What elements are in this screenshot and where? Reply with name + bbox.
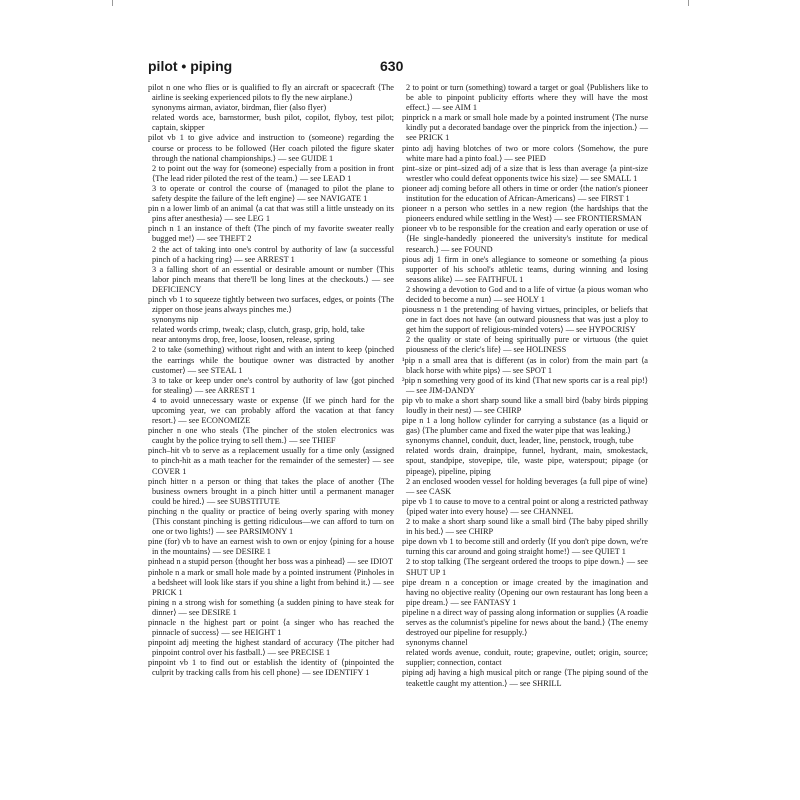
entry-sense: 2 the quality or state of being spiritually pure or virtuous ⟨the quiet piousness of the cleric's life⟩ — see HOLINESS [406, 335, 648, 355]
dictionary-entry: pipe n 1 a long hollow cylinder for carrying a substance (as a liquid or gas) ⟨The plumber came and fixed the water pipe that was leaking.⟩ [402, 416, 648, 436]
dictionary-entry: pin n a lower limb of an animal ⟨a cat that was still a little unsteady on its pins after anesthesia⟩ — see LEG 1 [148, 204, 394, 224]
entry-sense: synonyms airman, aviator, birdman, flier (also flyer) [152, 103, 327, 113]
dictionary-entry: pinch hitter n a person or thing that takes the place of another ⟨The business owners brought in a pinch hitter until a permanent manager could be hired.⟩ — see SUBSTITUTE [148, 476, 394, 506]
dictionary-entry: pinprick n a mark or small hole made by a pointed instrument ⟨The nurse kindly put a decorated bandage over the pinprick from the injection.⟩ — see PRICK 1 [402, 113, 648, 143]
dictionary-entry: pinto adj having blotches of two or more colors ⟨Somehow, the pure white mare had a pinto foal.⟩ — see PIED [402, 143, 648, 163]
dictionary-entry: pipe vb 1 to cause to move to a central point or along a restricted pathway ⟨piped water into every house⟩ — see CHANNEL [402, 496, 648, 516]
running-head: pilot • piping [148, 58, 233, 74]
dictionary-entry: pioneer vb to be responsible for the creation and early operation or use of ⟨He single-handedly pioneered the university's institute for medical research.⟩ — see FOUND [402, 224, 648, 254]
dictionary-entry: pining n a strong wish for something ⟨a sudden pining to have steak for dinner⟩ — see DESIRE 1 [148, 597, 394, 617]
entry-sense: 2 an enclosed wooden vessel for holding beverages ⟨a full pipe of wine⟩ — see CASK [406, 476, 648, 496]
entry-sense: 2 to make a short sharp sound like a small bird ⟨The baby piped shrilly in his bed.⟩ — see CHIRP [406, 517, 648, 537]
entry-sense: related words avenue, conduit, route; grapevine, outlet; origin, source; supplier; connection, contact [406, 648, 648, 668]
entry-sense: synonyms channel, conduit, duct, leader, line, penstock, trough, tube [406, 436, 634, 446]
entry-sense: synonyms channel [406, 638, 468, 648]
dictionary-entry: pinch–hit vb to serve as a replacement usually for a time only ⟨assigned to pinch-hit as a math teacher for the remainder of the semester⟩ — see COVER 1 [148, 446, 394, 476]
dictionary-entry: pinpoint adj meeting the highest standard of accuracy ⟨The pitcher had pinpoint control over his fastball.⟩ — see PRECISE 1 [148, 638, 394, 658]
entry-sense: synonyms nip [152, 315, 199, 325]
dictionary-entry: pinpoint vb 1 to find out or establish the identity of ⟨pinpointed the culprit by tracking calls from his cell phone⟩ — see IDENTIFY 1 [148, 658, 394, 678]
dictionary-entry: piousness n 1 the pretending of having virtues, principles, or beliefs that one in fact does not have ⟨an outward piousness that was just a ploy to get him the support of religious-minded voters⟩ — see HYPOCRISY [402, 305, 648, 335]
entry-sense: 3 a falling short of an essential or desirable amount or number ⟨This labor pinch means that there'll be long lines at the checkouts.⟩ — see DEFICIENCY [152, 264, 394, 294]
entry-sense: 3 to operate or control the course of ⟨managed to pilot the plane to safety despite the failure of the left engine⟩ — see NAVIGATE 1 [152, 183, 394, 204]
entry-sense: 2 to point or turn (something) toward a target or goal ⟨Publishers like to be able to pinpoint publicity efforts where they will have the most effect.⟩ — see AIM 1 [406, 83, 648, 113]
dictionary-entry: pint–size or pint–sized adj of a size that is less than average ⟨a pint-size wrestler who could defeat opponents twice his size⟩ — see SMALL 1 [402, 163, 648, 183]
dictionary-entry: pipeline n a direct way of passing along information or supplies ⟨A roadie serves as the columnist's pipeline for news about the band.⟩ ⟨The enemy destroyed our pipeline for resupply.⟩ [402, 607, 648, 638]
dictionary-entry: ¹pip n a small area that is different (as in color) from the main part ⟨a black horse with white pips⟩ — see SPOT 1 [402, 355, 648, 375]
dictionary-entry: pinch n 1 an instance of theft ⟨The pinch of my favorite sweater really bugged me!⟩ — see THEFT 2 [148, 224, 394, 244]
entry-sense: 2 the act of taking into one's control by authority of law ⟨a successful pinch of a hacking ring⟩ — see ARREST 1 [152, 244, 394, 264]
entry-sense: 2 to point out the way for (someone) especially from a position in front ⟨The lead rider piloted the rest of the team.⟩ — see LEAD 1 [152, 163, 394, 183]
page-header [148, 58, 652, 82]
dictionary-entry: pipe down vb 1 to become still and orderly ⟨If you don't pipe down, we're turning this car around and going straight home!⟩ — see QUIET 1 [402, 537, 648, 557]
entry-sense: related words drain, drainpipe, funnel, hydrant, main, smokestack, spout, standpipe, stovepipe, tile, waste pipe, waterspout; pipage (or pipeage), pipeline, piping [406, 446, 648, 476]
page-number: 630 [380, 58, 404, 74]
dictionary-entry: pinhead n a stupid person ⟨thought her boss was a pinhead⟩ — see IDIOT [148, 557, 393, 567]
crop-mark [112, 0, 113, 6]
dictionary-entry: pinhole n a mark or small hole made by a pointed instrument ⟨Pinholes in a bedsheet will look like stars if you shine a light from behind it.⟩ — see PRICK 1 [148, 567, 394, 597]
entry-sense: related words crimp, tweak; clasp, clutch, grasp, grip, hold, take [152, 325, 365, 335]
right-column [402, 83, 648, 689]
entry-sense: 2 to stop talking ⟨The sergeant ordered the troops to pipe down.⟩ — see SHUT UP 1 [406, 557, 648, 577]
dictionary-entry: pip vb to make a short sharp sound like a small bird ⟨baby birds pipping loudly in their nest⟩ — see CHIRP [402, 395, 648, 415]
crop-mark [688, 0, 689, 6]
dictionary-entry: pilot n one who flies or is qualified to fly an aircraft or spacecraft ⟨The airline is seeking experienced pilots to fly the new airplane.⟩ [148, 83, 394, 103]
dictionary-entry: pinnacle n the highest part or point ⟨a singer who has reached the pinnacle of success⟩ — see HEIGHT 1 [148, 617, 394, 638]
dictionary-entry: pilot vb 1 to give advice and instruction to (someone) regarding the course or process to be followed ⟨Her coach piloted the figure skater through the national championships.⟩ — see GUIDE 1 [148, 133, 394, 163]
entry-sense: related words ace, barnstormer, bush pilot, copilot, flyboy, test pilot; captain, skipper [152, 113, 394, 133]
dictionary-entry: piping adj having a high musical pitch or range ⟨The piping sound of the teakettle caught my attention.⟩ — see SHRILL [402, 668, 648, 688]
dictionary-entry: pipe dream n a conception or image created by the imagination and having no objective reality ⟨Opening our own restaurant has long been a pipe dream.⟩ — see FANTASY 1 [402, 577, 648, 607]
dictionary-entry: pioneer adj coming before all others in time or order ⟨the nation's pioneer institution for the education of African-Americans⟩ — see FIRST 1 [402, 183, 648, 204]
entry-sense: 2 to take (something) without right and with an intent to keep ⟨pinched the earrings while the boutique owner was distracted by another customer⟩ — see STEAL 1 [152, 345, 394, 375]
entry-sense: 2 showing a devotion to God and to a life of virtue ⟨a pious woman who decided to become a nun⟩ — see HOLY 1 [406, 284, 648, 304]
entry-sense: 4 to avoid unnecessary waste or expense ⟨If we pinch hard for the upcoming year, we can probably afford the vacation at that fancy resort.⟩ — see ECONOMIZE [152, 395, 394, 426]
left-column [148, 83, 394, 679]
dictionary-entry: pinching n the quality or practice of being overly sparing with money ⟨This constant pinching is getting ridiculous—we can afford to turn on one or two lights!⟩ — see PARSIMONY 1 [148, 506, 394, 537]
dictionary-entry: pious adj 1 firm in one's allegiance to someone or something ⟨a pious supporter of his school's athletic teams, during winning and losing seasons alike⟩ — see FAITHFUL 1 [402, 254, 648, 284]
dictionary-entry: ²pip n something very good of its kind ⟨That new sports car is a real pip!⟩ — see JIM-DANDY [402, 375, 648, 395]
dictionary-entry: pioneer n a person who settles in a new region ⟨the hardships that the pioneers endured while settling in the West⟩ — see FRONTIERSMAN [402, 204, 648, 224]
dictionary-entry: pine (for) vb to have an earnest wish to own or enjoy ⟨pining for a house in the mountains⟩ — see DESIRE 1 [148, 537, 394, 557]
dictionary-entry: pinch vb 1 to squeeze tightly between two surfaces, edges, or points ⟨The zipper on those jeans always pinches me.⟩ [148, 294, 394, 315]
entry-sense: near antonyms drop, free, loose, loosen, release, spring [152, 335, 335, 345]
dictionary-entry: pincher n one who steals ⟨The pincher of the stolen electronics was caught by the police trying to sell them.⟩ — see THIEF [148, 426, 394, 446]
entry-sense: 3 to take or keep under one's control by authority of law ⟨got pinched for stealing⟩ — see ARREST 1 [152, 375, 394, 395]
